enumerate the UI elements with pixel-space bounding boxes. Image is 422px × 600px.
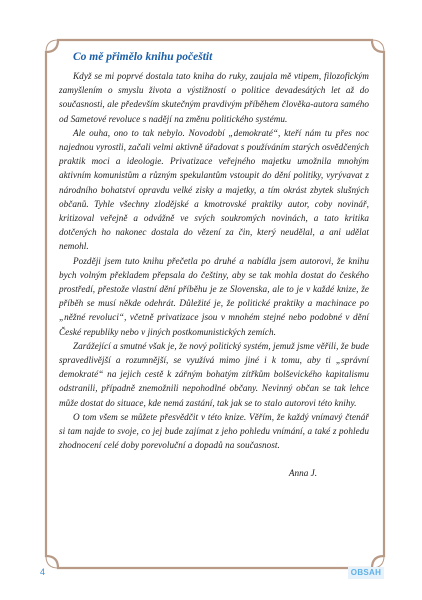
paragraph: Zarážející a smutné však je, že nový politický systém, jemuž jsme věřili, že bude spravedlivější a rozumnější, se využívá mimo jiné i k tomu, aby ti „správní demokraté“ na jejich cestě k zářným bohatým zítřkům bolševického kapitalismu odstranili, případně znemožnili nepohodlné občany. Nevinný občan se tak lehce může dostat do situace, kde nemá zastání, tak jak se to stalo autorovi této knihy. [59,340,369,408]
paragraph: Ale ouha, ono to tak nebylo. Novodobí „demokraté“, kteří nám tu přes noc najednou vyrostli, začali velmi aktivně úřadovat s používáním starých osvědčených praktik moci a ideologie. Privatizace veřejného majetku umožnila mnohým aktivním komunistům a různým spekulantům vstoupit do dění politiky, vyrývavat z národního bohatství opravdu velké zisky a majetky, a tím okrást zbytek slušných občanů. Tyhle všechny zlodějské a kmotrovské praktiky autor, coby novinář, kritizoval veřejně a odvážně ve svých soukromých novinách, a tato kritika dotčených ho nakonec dostala do vězení za čin, který neudělal, a ani udělat nemohl. [59,127,369,252]
paragraph: Později jsem tuto knihu přečetla po druhé a nabídla jsem autorovi, že knihu bych volným překladem přepsala do češtiny, aby se tak mohla dostat do českého prostředí, přestože vlastní dění příběhu je ze Slovenska, ale to je v každé knize, že příběh se musí někde odehrát. Důležité je, že politické praktiky a machinace po „něžné revoluci“, včetně privatizace jsou v mnohém stejné nebo podobné v dění České republiky nebo v jiných postkomunistických zemích. [59,255,369,337]
article [59,50,369,480]
page-number: 4 [40,567,46,577]
paragraph: O tom všem se můžete přesvědčit v této knize. Věřím, že každý vnímavý čtenář si tam najde to svoje, co jej bude zajímat z jeho pohledu vnímání, a také z pohledu zhodnocení celé doby porevoluční a dopadů na současnost. [59,411,369,451]
paragraph: Když se mi poprvé dostala tato kniha do ruky, zaujala mě vtipem, filozofickým zamyšlením o smyslu života a výstižností o politice devadesátých let až do současnosti, ale především skutečným pravdivým příběhem člověka-autora samého od Sametové revoluce s nadějí na změnu politického systému. [59,71,369,124]
table-of-contents-button[interactable]: OBSAH [348,567,384,579]
author-signature: Anna J. [288,468,317,479]
article-title: Co mě přimělo knihu počeštit [73,51,213,63]
